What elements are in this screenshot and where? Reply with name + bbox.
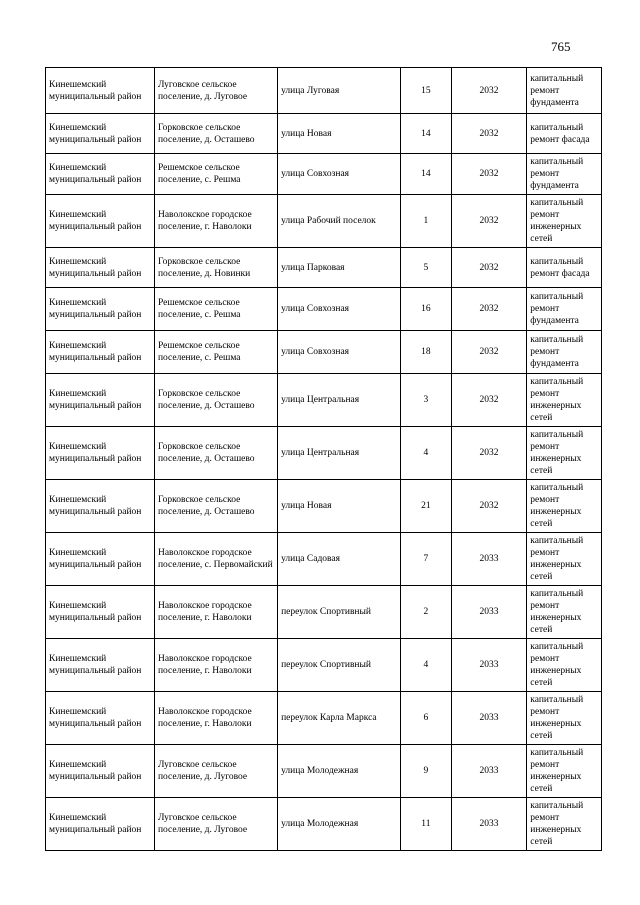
table-row [46, 480, 602, 533]
settlement-cell: Луговское сельское поселение, д. Луговое [154, 68, 277, 114]
street-cell: улица Садовая [278, 533, 401, 586]
district-cell: Кинешемский муниципальный район [46, 331, 155, 374]
district-cell: Кинешемский муниципальный район [46, 248, 155, 288]
settlement-cell: Горковское сельское поселение, д. Осташево [154, 480, 277, 533]
work-type-cell: капитальный ремонт инженерных сетей [527, 195, 602, 248]
work-type-cell: капитальный ремонт фасада [527, 114, 602, 154]
district-cell: Кинешемский муниципальный район [46, 114, 155, 154]
house-number-cell: 1 [401, 195, 451, 248]
district-cell: Кинешемский муниципальный район [46, 154, 155, 195]
table-row [46, 745, 602, 798]
street-cell: улица Новая [278, 480, 401, 533]
table-row [46, 586, 602, 639]
street-cell: улица Новая [278, 114, 401, 154]
year-cell: 2033 [451, 586, 527, 639]
house-number-cell: 16 [401, 288, 451, 331]
district-cell: Кинешемский муниципальный район [46, 480, 155, 533]
table-body [46, 68, 602, 851]
work-type-cell: капитальный ремонт фундамента [527, 331, 602, 374]
work-type-cell: капитальный ремонт инженерных сетей [527, 533, 602, 586]
street-cell: улица Совхозная [278, 154, 401, 195]
year-cell: 2033 [451, 745, 527, 798]
year-cell: 2032 [451, 154, 527, 195]
settlement-cell: Наволокское городское поселение, с. Первомайский [154, 533, 277, 586]
house-number-cell: 15 [401, 68, 451, 114]
year-cell: 2032 [451, 248, 527, 288]
table-row [46, 288, 602, 331]
year-cell: 2033 [451, 692, 527, 745]
table-row [46, 331, 602, 374]
year-cell: 2033 [451, 639, 527, 692]
settlement-cell: Решемское сельское поселение, с. Решма [154, 154, 277, 195]
house-number-cell: 9 [401, 745, 451, 798]
table-row [46, 427, 602, 480]
table-row [46, 639, 602, 692]
house-number-cell: 7 [401, 533, 451, 586]
table-row [46, 533, 602, 586]
settlement-cell: Луговское сельское поселение, д. Луговое [154, 798, 277, 851]
year-cell: 2032 [451, 331, 527, 374]
house-number-cell: 14 [401, 154, 451, 195]
work-type-cell: капитальный ремонт инженерных сетей [527, 639, 602, 692]
settlement-cell: Горковское сельское поселение, д. Осташево [154, 114, 277, 154]
street-cell: переулок Спортивный [278, 586, 401, 639]
district-cell: Кинешемский муниципальный район [46, 533, 155, 586]
page-number: 765 [551, 39, 571, 54]
year-cell: 2032 [451, 480, 527, 533]
street-cell: переулок Спортивный [278, 639, 401, 692]
settlement-cell: Горковское сельское поселение, д. Новинки [154, 248, 277, 288]
work-type-cell: капитальный ремонт инженерных сетей [527, 692, 602, 745]
district-cell: Кинешемский муниципальный район [46, 195, 155, 248]
table-row [46, 154, 602, 195]
house-number-cell: 6 [401, 692, 451, 745]
district-cell: Кинешемский муниципальный район [46, 745, 155, 798]
table-row [46, 114, 602, 154]
settlement-cell: Горковское сельское поселение, д. Осташево [154, 427, 277, 480]
street-cell: улица Совхозная [278, 288, 401, 331]
house-number-cell: 4 [401, 639, 451, 692]
work-type-cell: капитальный ремонт инженерных сетей [527, 480, 602, 533]
district-cell: Кинешемский муниципальный район [46, 639, 155, 692]
street-cell: улица Рабочий поселок [278, 195, 401, 248]
work-type-cell: капитальный ремонт фундамента [527, 288, 602, 331]
settlement-cell: Наволокское городское поселение, г. Наволоки [154, 195, 277, 248]
settlement-cell: Решемское сельское поселение, с. Решма [154, 288, 277, 331]
work-type-cell: капитальный ремонт инженерных сетей [527, 374, 602, 427]
house-number-cell: 18 [401, 331, 451, 374]
year-cell: 2032 [451, 427, 527, 480]
settlement-cell: Наволокское городское поселение, г. Наволоки [154, 692, 277, 745]
work-type-cell: капитальный ремонт фундамента [527, 154, 602, 195]
district-cell: Кинешемский муниципальный район [46, 288, 155, 331]
street-cell: улица Центральная [278, 427, 401, 480]
house-number-cell: 2 [401, 586, 451, 639]
house-number-cell: 4 [401, 427, 451, 480]
street-cell: улица Молодежная [278, 745, 401, 798]
table-row [46, 195, 602, 248]
settlement-cell: Решемское сельское поселение, с. Решма [154, 331, 277, 374]
house-number-cell: 5 [401, 248, 451, 288]
table-row [46, 374, 602, 427]
house-number-cell: 3 [401, 374, 451, 427]
work-type-cell: капитальный ремонт инженерных сетей [527, 427, 602, 480]
street-cell: улица Молодежная [278, 798, 401, 851]
district-cell: Кинешемский муниципальный район [46, 586, 155, 639]
house-number-cell: 14 [401, 114, 451, 154]
year-cell: 2032 [451, 114, 527, 154]
house-number-cell: 21 [401, 480, 451, 533]
street-cell: переулок Карла Маркса [278, 692, 401, 745]
district-cell: Кинешемский муниципальный район [46, 68, 155, 114]
settlement-cell: Наволокское городское поселение, г. Наволоки [154, 639, 277, 692]
house-number-cell: 11 [401, 798, 451, 851]
year-cell: 2032 [451, 374, 527, 427]
year-cell: 2032 [451, 195, 527, 248]
table-row [46, 692, 602, 745]
work-type-cell: капитальный ремонт инженерных сетей [527, 798, 602, 851]
street-cell: улица Парковая [278, 248, 401, 288]
settlement-cell: Наволокское городское поселение, г. Наволоки [154, 586, 277, 639]
year-cell: 2033 [451, 798, 527, 851]
street-cell: улица Совхозная [278, 331, 401, 374]
district-cell: Кинешемский муниципальный район [46, 374, 155, 427]
table-row [46, 68, 602, 114]
street-cell: улица Центральная [278, 374, 401, 427]
street-cell: улица Луговая [278, 68, 401, 114]
settlement-cell: Горковское сельское поселение, д. Осташево [154, 374, 277, 427]
table-row [46, 798, 602, 851]
district-cell: Кинешемский муниципальный район [46, 692, 155, 745]
work-type-cell: капитальный ремонт фундамента [527, 68, 602, 114]
housing-repair-table [45, 67, 602, 851]
district-cell: Кинешемский муниципальный район [46, 427, 155, 480]
year-cell: 2032 [451, 288, 527, 331]
year-cell: 2033 [451, 533, 527, 586]
table-row [46, 248, 602, 288]
work-type-cell: капитальный ремонт фасада [527, 248, 602, 288]
district-cell: Кинешемский муниципальный район [46, 798, 155, 851]
year-cell: 2032 [451, 68, 527, 114]
work-type-cell: капитальный ремонт инженерных сетей [527, 586, 602, 639]
settlement-cell: Луговское сельское поселение, д. Луговое [154, 745, 277, 798]
work-type-cell: капитальный ремонт инженерных сетей [527, 745, 602, 798]
